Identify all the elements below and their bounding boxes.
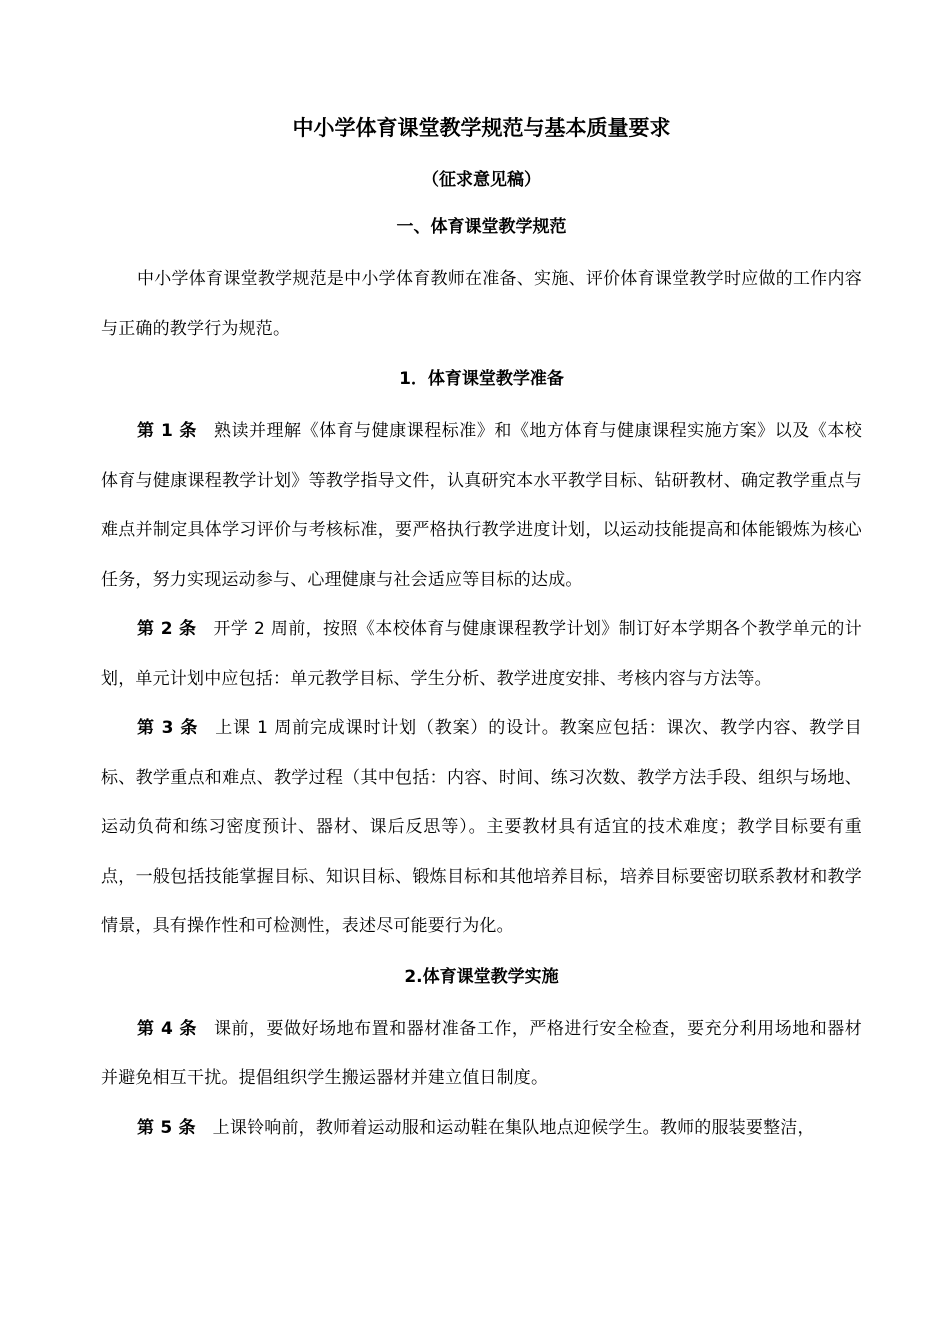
section-heading-1: 一、体育课堂教学规范 — [396, 217, 567, 237]
part-heading-2: 2.体育课堂教学实施 — [404, 966, 559, 987]
section-intro: 中小学体育课堂教学规范是中小学体育教师在准备、实施、评价体育课堂教学时应做的工作内容与正确的教学行为规范。 — [101, 269, 862, 339]
article-2 — [101, 605, 862, 704]
article-3 — [101, 704, 862, 952]
part-heading-1: 1．体育课堂教学准备 — [399, 369, 564, 389]
article-label: 第 3 条 — [137, 718, 199, 738]
article-label: 第 4 条 — [137, 1018, 197, 1039]
article-5 — [101, 1104, 862, 1154]
article-label: 第 5 条 — [137, 1117, 196, 1138]
article-label: 第 1 条 — [137, 421, 197, 441]
article-text: 开学 2 周前，按照《本校体育与健康课程教学计划》制订好本学期各个教学单元的计划，单元计划中应包括：单元教学目标、学生分析、教学进度安排、考核内容与方法等。 — [101, 619, 862, 689]
article-text: 上课 1 周前完成课时计划（教案）的设计。教案应包括：课次、教学内容、教学目标、教学重点和难点、教学过程（其中包括：内容、时间、练习次数、教学方法手段、组织与场地、运动负荷和练习密度预计、器材、课后反思等）。主要教材具有适宜的技术难度；教学目标要有重点，一般包括技能掌握目标、知识目标、锻炼目标和其他培养目标，培养目标要密切联系教材和教学情景，具有操作性和可检测性，表述尽可能要行为化。 — [101, 718, 862, 936]
article-text: 熟读并理解《体育与健康课程标准》和《地方体育与健康课程实施方案》以及《本校体育与健康课程教学计划》等教学指导文件，认真研究本水平教学目标、钻研教材、确定教学重点与难点并制定具体学习评价与考核标准，要严格执行教学进度计划，以运动技能提高和体能锻炼为核心任务，努力实现运动参与、心理健康与社会适应等目标的达成。 — [101, 421, 862, 590]
article-4 — [101, 1005, 862, 1104]
document-subtitle: （征求意见稿） — [422, 170, 541, 190]
article-text: 课前，要做好场地布置和器材准备工作，严格进行安全检查，要充分利用场地和器材并避免相互干扰。提倡组织学生搬运器材并建立值日制度。 — [101, 1018, 862, 1088]
article-1 — [101, 407, 862, 605]
article-text: 上课铃响前，教师着运动服和运动鞋在集队地点迎候学生。教师的服装要整洁， — [212, 1117, 815, 1138]
document-title: 中小学体育课堂教学规范与基本质量要求 — [292, 116, 671, 140]
article-label: 第 2 条 — [137, 619, 197, 639]
